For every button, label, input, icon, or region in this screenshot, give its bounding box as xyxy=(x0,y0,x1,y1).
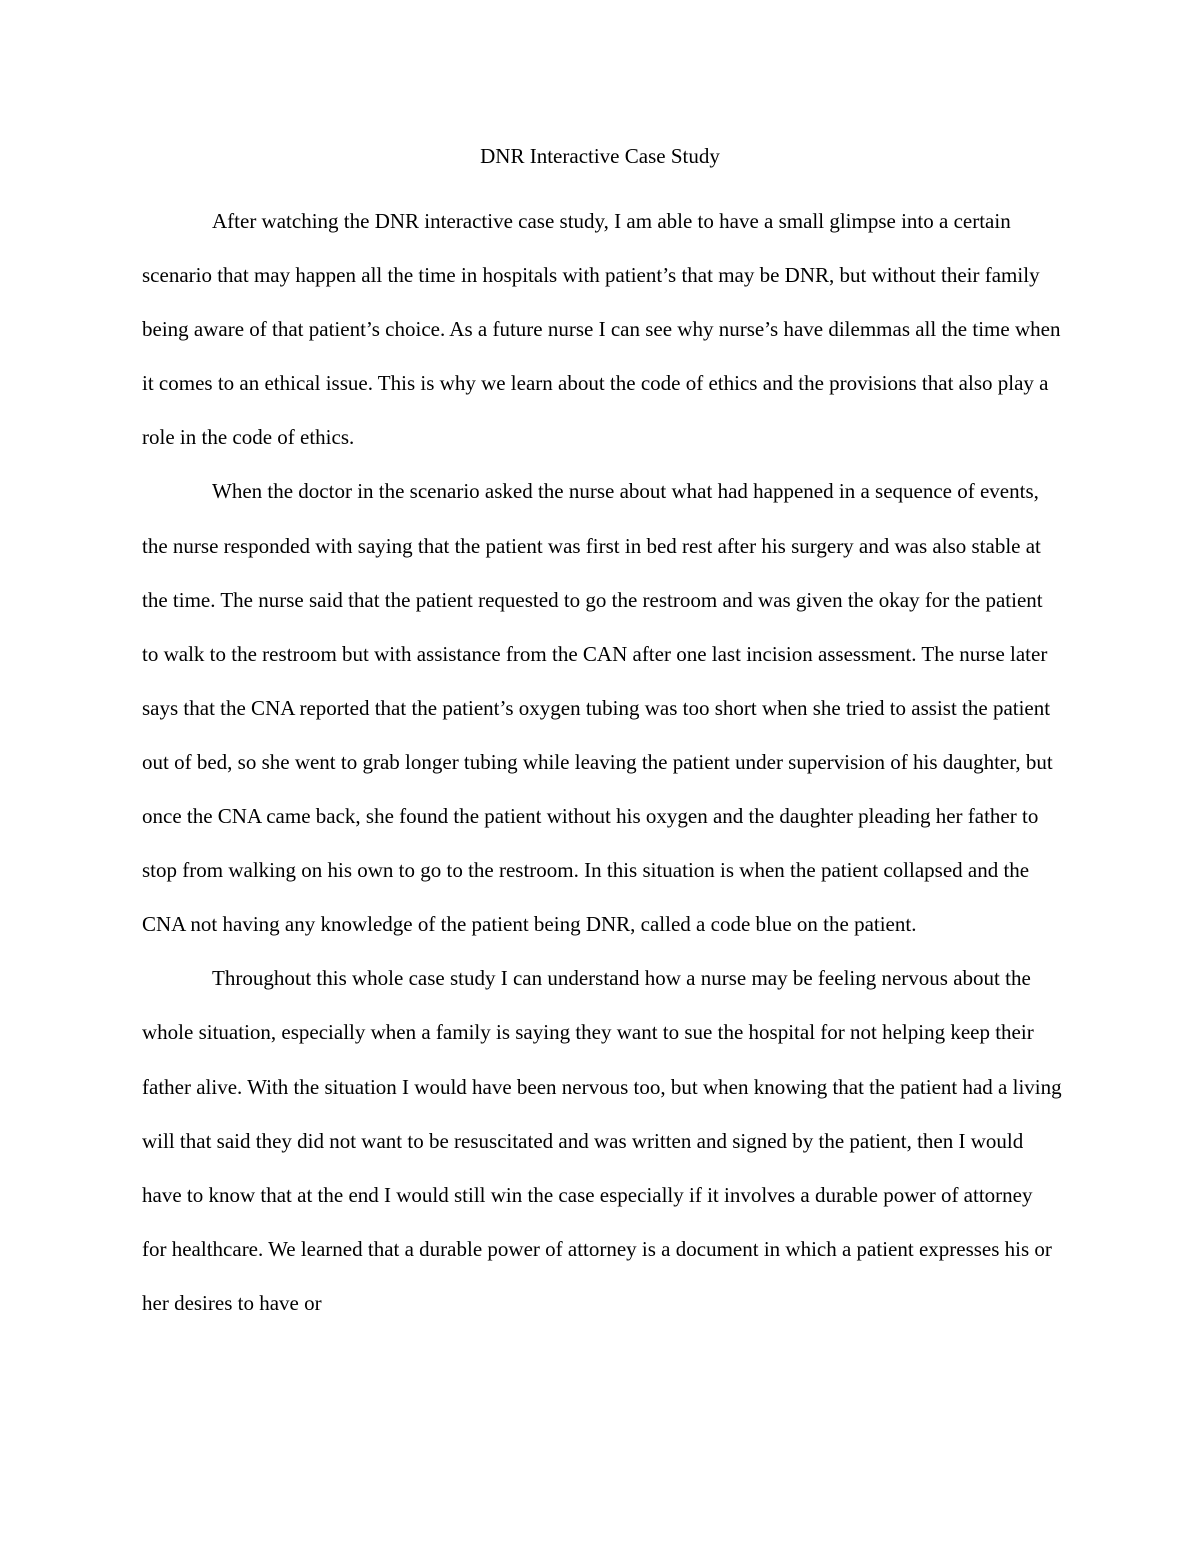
document-body xyxy=(142,194,1062,1330)
paragraph-2: When the doctor in the scenario asked the nurse about what had happened in a sequence of events, the nurse responded with saying that the patient was first in bed rest after his surgery and was also stable at the time. The nurse said that the patient requested to go the restroom and was given the okay for the patient to walk to the restroom but with assistance from the CAN after one last incision assessment. The nurse later says that the CNA reported that the patient’s oxygen tubing was too short when she tried to assist the patient out of bed, so she went to grab longer tubing while leaving the patient under supervision of his daughter, but once the CNA came back, she found the patient without his oxygen and the daughter pleading her father to stop from walking on his own to go to the restroom. In this situation is when the patient collapsed and the CNA not having any knowledge of the patient being DNR, called a code blue on the patient. xyxy=(142,479,1053,937)
document-title: DNR Interactive Case Study xyxy=(480,144,720,168)
paragraph-3: Throughout this whole case study I can understand how a nurse may be feeling nervous about the whole situation, especially when a family is saying they want to sue the hospital for not helping keep their father alive. With the situation I would have been nervous too, but when knowing that the patient had a living will that said they did not want to be resuscitated and was written and signed by the patient, then I would have to know that at the end I would still win the case especially if it involves a durable power of attorney for healthcare. We learned that a durable power of attorney is a document in which a patient expresses his or her desires to have or xyxy=(142,966,1062,1315)
paragraph-1: After watching the DNR interactive case study, I am able to have a small glimpse into a certain scenario that may happen all the time in hospitals with patient’s that may be DNR, but without their family being aware of that patient’s choice. As a future nurse I can see why nurse’s have dilemmas all the time when it comes to an ethical issue. This is why we learn about the code of ethics and the provisions that also play a role in the code of ethics. xyxy=(142,209,1061,450)
